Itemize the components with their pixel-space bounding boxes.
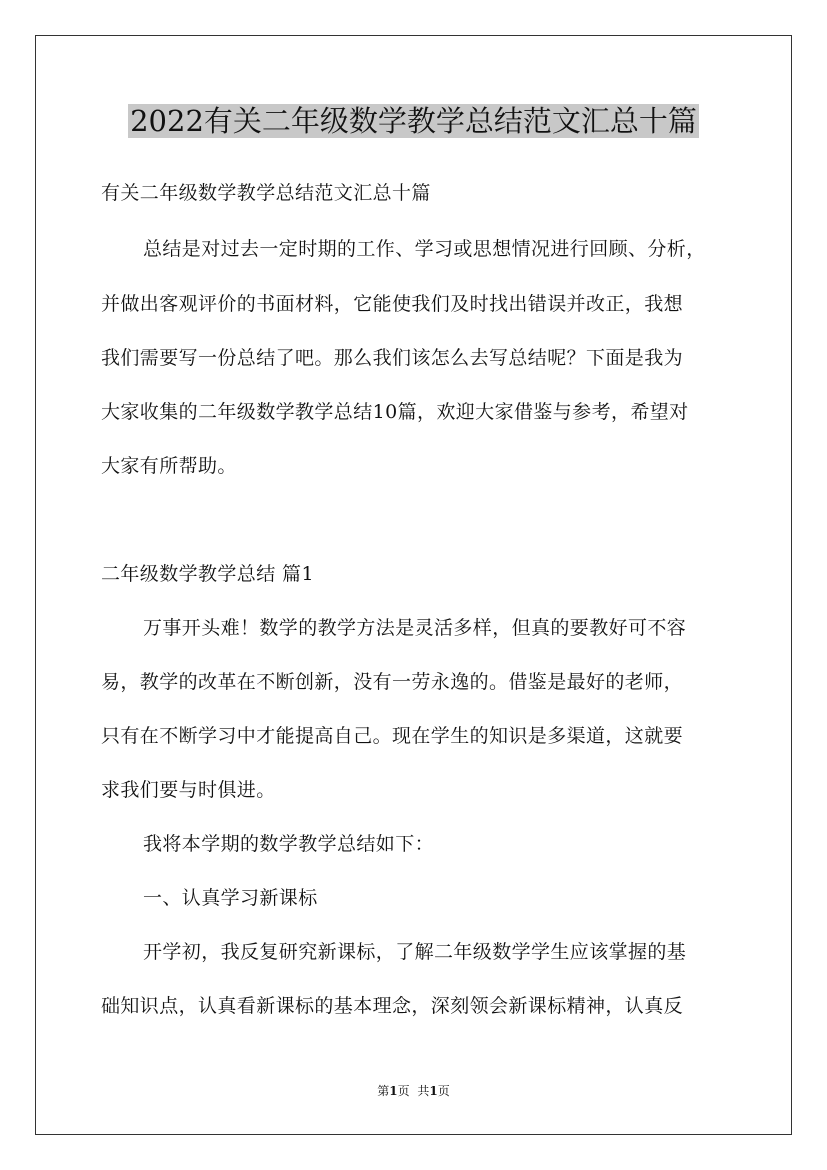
document-title: [0, 101, 827, 141]
section-heading: 二年级数学教学总结 篇1: [101, 563, 314, 585]
page-footer: [0, 1083, 827, 1099]
section-para1-line-4: 求我们要与时俱进。: [101, 779, 276, 801]
intro-line-4: 大家收集的二年级数学教学总结10篇，欢迎大家借鉴与参考，希望对: [101, 401, 689, 423]
intro-line-5: 大家有所帮助。: [101, 455, 237, 477]
footer-page-prefix: 第: [377, 1084, 390, 1098]
footer-page-suffix: 页: [397, 1084, 410, 1098]
intro-line-2: 并做出客观评价的书面材料，它能使我们及时找出错误并改正，我想: [101, 293, 684, 315]
section-para1-line-1: 万事开头难！数学的教学方法是灵活多样，但真的要教好可不容: [143, 617, 687, 639]
document-subtitle: 有关二年级数学教学总结范文汇总十篇: [101, 182, 431, 204]
footer-total-number: 1: [429, 1084, 438, 1098]
subsection-heading: 一、认真学习新课标: [143, 887, 318, 909]
section-para3-line-1: 开学初，我反复研究新课标，了解二年级数学学生应该掌握的基: [143, 941, 687, 963]
section-para3-line-2: 础知识点，认真看新课标的基本理念，深刻领会新课标精神，认真反: [101, 995, 684, 1017]
document-title-text: 2022有关二年级数学教学总结范文汇总十篇: [130, 104, 697, 138]
footer-total-prefix: 共: [417, 1084, 430, 1098]
footer-page-number: 1: [389, 1084, 398, 1098]
intro-line-3: 我们需要写一份总结了吧。那么我们该怎么去写总结呢？下面是我为: [101, 347, 684, 369]
section-para2: 我将本学期的数学教学总结如下：: [143, 833, 435, 855]
footer-total-suffix: 页: [437, 1084, 450, 1098]
intro-line-1: 总结是对过去一定时期的工作、学习或思想情况进行回顾、分析，: [143, 238, 706, 260]
section-para1-line-3: 只有在不断学习中才能提高自己。现在学生的知识是多渠道，这就要: [101, 725, 684, 747]
section-para1-line-2: 易，教学的改革在不断创新，没有一劳永逸的。借鉴是最好的老师，: [101, 671, 684, 693]
